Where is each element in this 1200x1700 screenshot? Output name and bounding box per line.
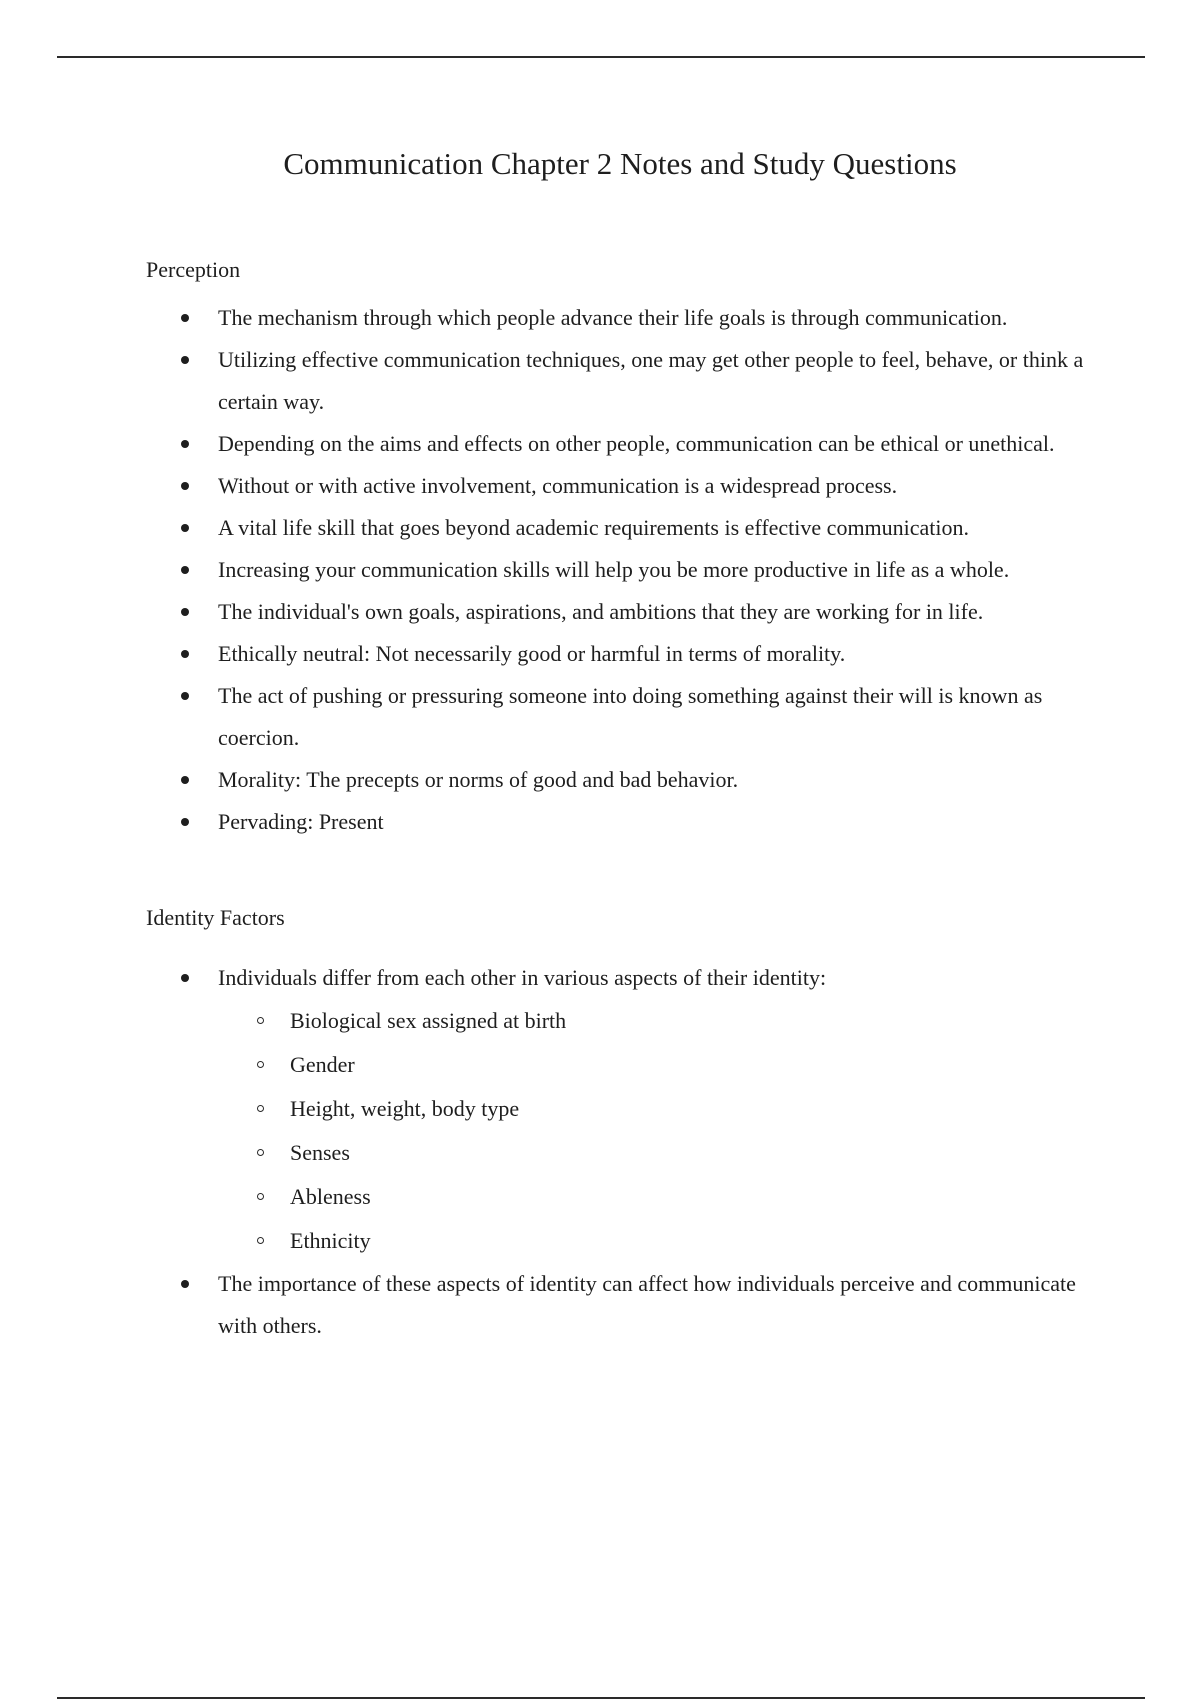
bullet-icon (181, 818, 189, 826)
hollow-bullet-icon (257, 1017, 264, 1024)
bullet-icon (181, 314, 189, 322)
list-item: The act of pushing or pressuring someone into doing something against their will is known as coercion. (0, 675, 1098, 759)
bullet-icon (181, 440, 189, 448)
bullet-icon (181, 356, 189, 364)
bullet-icon (181, 608, 189, 616)
bullet-icon (181, 1280, 189, 1288)
list-item: Utilizing effective communication techniques, one may get other people to feel, behave, or think a certain way. (0, 339, 1098, 423)
list-item: Morality: The precepts or norms of good and bad behavior. (0, 759, 1098, 801)
bullet-icon (181, 566, 189, 574)
hollow-bullet-icon (257, 1105, 264, 1112)
sub-list-item: Gender (218, 1043, 1098, 1087)
sub-list-item: Height, weight, body type (218, 1087, 1098, 1131)
page-title: Communication Chapter 2 Notes and Study Questions (283, 146, 957, 181)
list-item: Pervading: Present (0, 801, 1098, 843)
list-item: Depending on the aims and effects on other people, communication can be ethical or unethical. (0, 423, 1098, 465)
sub-list-item: Ableness (218, 1175, 1098, 1219)
list-item: Individuals differ from each other in various aspects of their identity: Biological sex assigned at birth Gender Height, weight, body type Senses Ableness Ethnicity (0, 957, 1098, 1263)
list-item: Ethically neutral: Not necessarily good or harmful in terms of morality. (0, 633, 1098, 675)
hollow-bullet-icon (257, 1149, 264, 1156)
identity-sub-list (218, 999, 1098, 1263)
sub-list-item: Biological sex assigned at birth (218, 999, 1098, 1043)
list-item: A vital life skill that goes beyond academic requirements is effective communication. (0, 507, 1098, 549)
bullet-icon (181, 482, 189, 490)
list-item: The importance of these aspects of identity can affect how individuals perceive and communicate with others. (0, 1263, 1098, 1347)
section-heading-perception: Perception (146, 257, 241, 282)
hollow-bullet-icon (257, 1237, 264, 1244)
list-item: Increasing your communication skills will help you be more productive in life as a whole. (0, 549, 1098, 591)
top-rule (57, 56, 1145, 58)
sub-list-item: Senses (218, 1131, 1098, 1175)
perception-bullet-list (0, 297, 1150, 843)
list-item: The individual's own goals, aspirations, and ambitions that they are working for in life. (0, 591, 1098, 633)
bullet-icon (181, 650, 189, 658)
identity-bullet-list (0, 957, 1150, 1347)
bullet-icon (181, 776, 189, 784)
hollow-bullet-icon (257, 1061, 264, 1068)
sub-list-item: Ethnicity (218, 1219, 1098, 1263)
bullet-icon (181, 524, 189, 532)
section-heading-identity-factors: Identity Factors (146, 905, 285, 930)
list-item: The mechanism through which people advance their life goals is through communication. (0, 297, 1098, 339)
list-item: Without or with active involvement, communication is a widespread process. (0, 465, 1098, 507)
hollow-bullet-icon (257, 1193, 264, 1200)
bullet-icon (181, 692, 189, 700)
bullet-icon (181, 974, 189, 982)
bottom-rule (57, 1697, 1145, 1699)
